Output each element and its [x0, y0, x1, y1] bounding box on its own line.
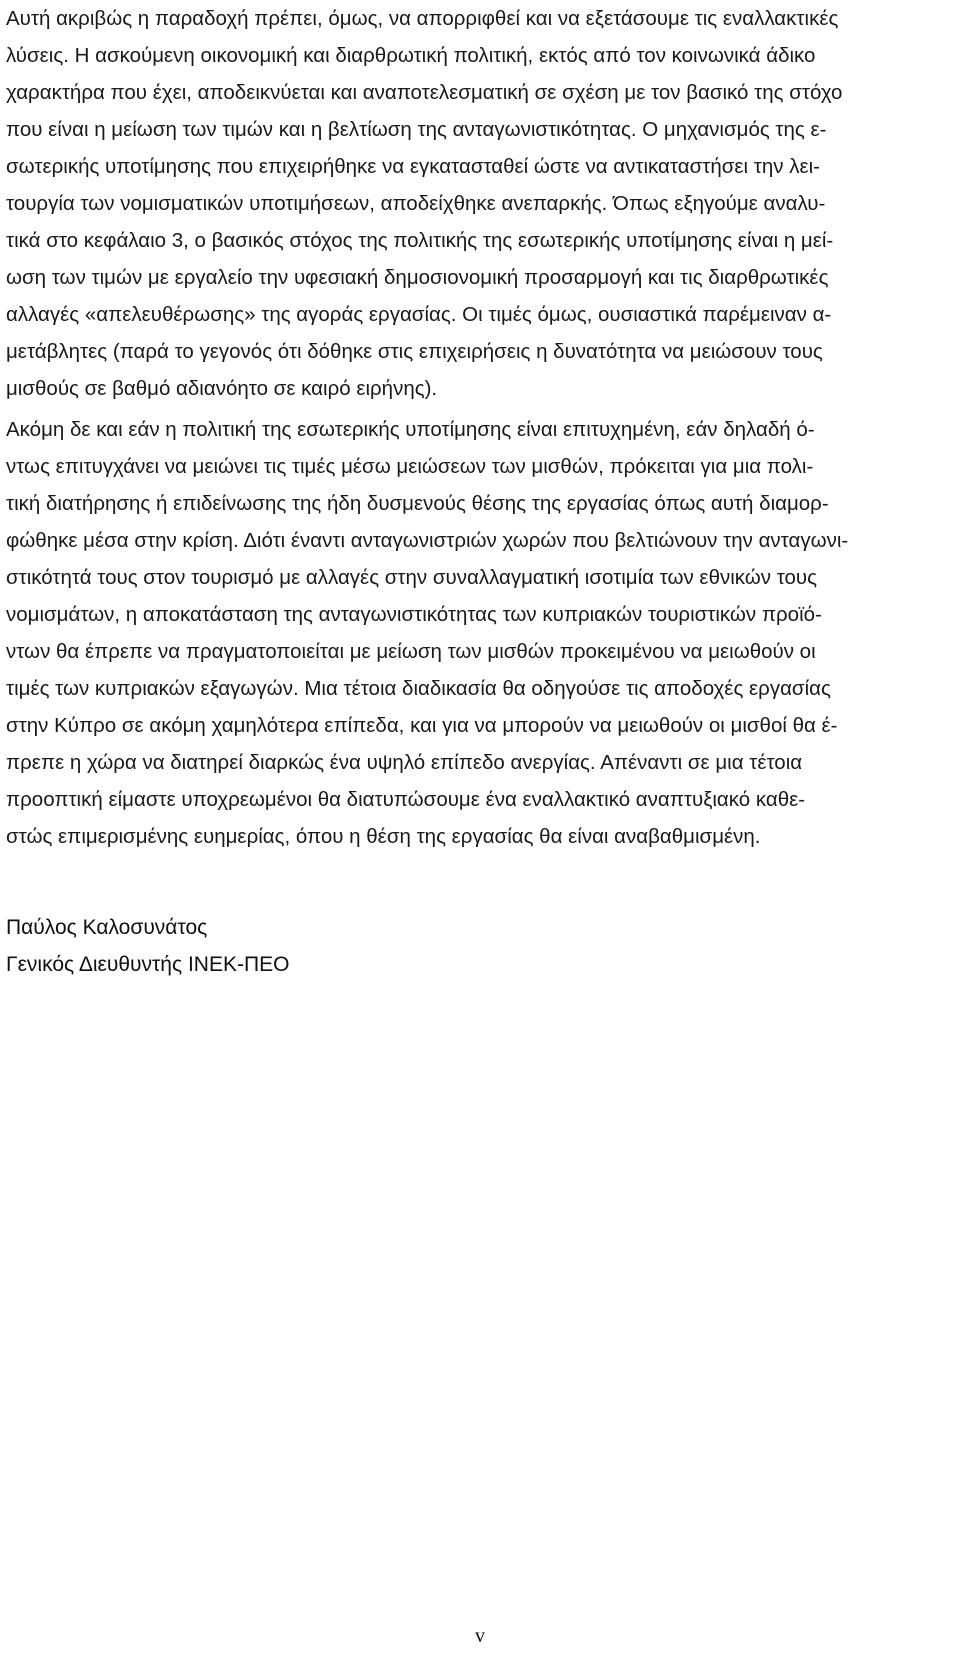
- signature-name: Παύλος Καλοσυνάτος: [6, 916, 208, 939]
- page-number: v: [475, 1625, 485, 1647]
- signature-block: [6, 909, 952, 983]
- document-page: [6, 0, 952, 983]
- body-paragraph-1: Αυτή ακριβώς η παραδοχή πρέπει, όμως, να απορριφθεί και να εξετάσουμε τις εναλλακτικές λύσεις. Η ασκούμενη οικονομική και διαρθρωτική πολιτική, εκτός από τον κοινωνικά άδικο χαρακτήρα που έχει, αποδεικνύεται και αναποτελεσματική σε σχέση με τον βασικό της στόχο που είναι η μείωση των τιμών και η βελτίωση της ανταγωνιστικότητας. Ο μηχανισμός της ε- σωτερικής υποτίμησης που επιχειρήθηκε να εγκατασταθεί ώστε να αντικαταστήσει την λει- τουργία των νομισματικών υποτιμήσεων, αποδείχθηκε ανεπαρκής. Όπως εξηγούμε αναλυ- τικά στο κεφάλαιο 3, ο βασικός στόχος της πολιτικής της εσωτερικής υποτίμησης είναι η μεί- ωση των τιμών με εργαλείο την υφεσιακή δημοσιονομική προσαρμογή και τις διαρθρωτικές αλλαγές «απελευθέρωσης» της αγοράς εργασίας. Οι τιμές όμως, ουσιαστικά παρέμειναν α- μετάβλητες (παρά το γεγονός ότι δόθηκε στις επιχειρήσεις η δυνατότητα να μειώσουν τους μισθούς σε βαθμό αδιανόητο σε καιρό ειρήνης).: [6, 7, 843, 400]
- signature-role: Γενικός Διευθυντής ΙΝΕΚ-ΠΕΟ: [6, 953, 290, 976]
- body-paragraph-2: Ακόμη δε και εάν η πολιτική της εσωτερικής υποτίμησης είναι επιτυχημένη, εάν δηλαδή ό- ντως επιτυγχάνει να μειώνει τις τιμές μέσω μειώσεων των μισθών, πρόκειται για μια πολι- τική διατήρησης ή επιδείνωσης της ήδη δυσμενούς θέσης της εργασίας όπως αυτή διαμορ- φώθηκε μέσα στην κρίση. Διότι έναντι ανταγωνιστριών χωρών που βελτιώνουν την ανταγωνι- στικότητά τους στον τουρισμό με αλλαγές στην συναλλαγματική ισοτιμία των εθνικών τους νομισμάτων, η αποκατάσταση της ανταγωνιστικότητας των κυπριακών τουριστικών προϊό- ντων θα έπρεπε να πραγματοποιείται με μείωση των μισθών προκειμένου να μειωθούν οι τιμές των κυπριακών εξαγωγών. Μια τέτοια διαδικασία θα οδηγούσε τις αποδοχές εργασίας στην Κύπρο σε ακόμη χαμηλότερα επίπεδα, και για να μπορούν να μειωθούν οι μισθοί θα έ- πρεπε η χώρα να διατηρεί διαρκώς ένα υψηλό επίπεδο ανεργίας. Απέναντι σε μια τέτοια προοπτική είμαστε υποχρεωμένοι θα διατυπώσουμε ένα εναλλακτικό αναπτυξιακό καθε- στώς επιμερισμένης ευημερίας, όπου η θέση της εργασίας θα είναι αναβαθμισμένη.: [6, 418, 849, 848]
